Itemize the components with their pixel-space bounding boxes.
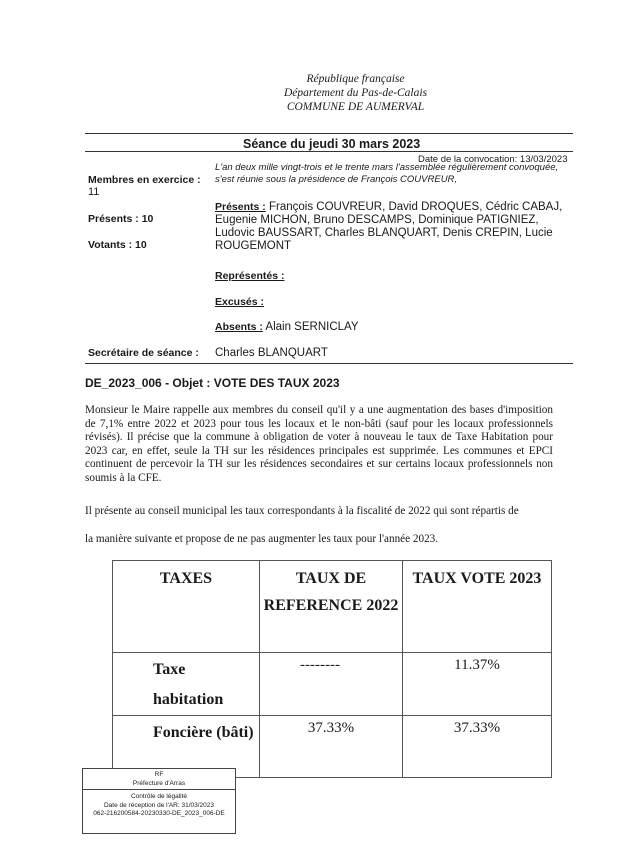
seance-intro: L'an deux mille vingt-trois et le trente mars l'assemblée régulièrement convoquée, s'est réunie sous la présidence de François COUVREUR, <box>215 162 559 185</box>
votants-count: Votants : 10 <box>88 239 147 251</box>
taxes-table-header-row <box>113 561 552 653</box>
attendance-rule <box>85 363 573 364</box>
absents-label: Absents : <box>215 321 263 333</box>
header-line-republique: République française <box>306 73 405 85</box>
membres-label: Membres en exercice : <box>88 174 201 186</box>
header-taux-vote: TAUX VOTE 2023 <box>403 561 552 653</box>
secretaire-name: Charles BLANQUART <box>215 347 328 359</box>
header-line-commune: COMMUNE DE AUMERVAL <box>286 101 425 113</box>
row-ref-value: -------- <box>260 653 403 716</box>
deliberation-paragraph-3: la manière suivante et propose de ne pas augmenter les taux pour l'année 2023. <box>85 533 439 545</box>
stamp-date-reception: Date de réception de l'AR: 31/03/2023 <box>103 801 214 809</box>
deliberation-title: DE_2023_006 - Objet : VOTE DES TAUX 2023 <box>85 376 340 390</box>
header-taux-reference: TAUX DE REFERENCE 2022 <box>260 561 403 653</box>
presents-block <box>215 201 565 253</box>
commune-header <box>0 72 631 114</box>
row-vote-value: 11.37% <box>403 653 552 716</box>
prefecture-stamp <box>82 768 236 834</box>
stamp-rf: RF <box>154 771 164 778</box>
deliberation-paragraph-1: Monsieur le Maire rappelle aux membres du conseil qu'il y a une augmentation des bases d'imposition de 7,1% entre 2022 et 2023 pour tous les locaux et le non-bâti (sauf pour les locaux professionnels révisés). Il précise que la commune à obligation de voter à nouveau le taux de Taxe Habitation pour 2023 car, en effet, seule la TH sur les résidences principales est supprimée. Les communes et EPCI continuent de percevoir la TH sur les résidences secondaires et sur certains locaux professionnels non soumis à la CFE. <box>85 404 553 484</box>
row-vote-value: 37.33% <box>403 716 552 778</box>
stamp-controle: Contrôle de légalité <box>130 793 187 800</box>
stamp-reference: 062-216200584-20230330-DE_2023_006-DE <box>93 810 225 817</box>
secretaire-label: Secrétaire de séance : <box>88 347 199 359</box>
table-row <box>113 653 552 716</box>
convocation-date: Date de la convocation: 13/03/2023 <box>418 154 568 165</box>
presents-count: Présents : 10 <box>88 213 154 225</box>
seance-rule <box>85 151 573 152</box>
deliberation-paragraph-2: Il présente au conseil municipal les taux correspondants à la fiscalité de 2022 qui sont répartis de <box>85 505 519 517</box>
row-tax-name: Foncière (bâti) <box>113 716 260 778</box>
presents-names: François COUVREUR, David DROQUES, Cédric CABAJ, Eugenie MICHON, Bruno DESCAMPS, Dominique PATIGNIEZ, Ludovic BAUSSART, Charles BLANQUART, Denis CREPIN, Lucie ROUGEMONT <box>215 201 563 252</box>
absents-block <box>215 321 359 333</box>
presents-label: Présents : <box>215 201 266 213</box>
representes-label: Représentés : <box>215 270 285 282</box>
header-rule <box>85 133 573 134</box>
header-line-departement: Département du Pas-de-Calais <box>283 87 428 99</box>
excuses-label: Excusés : <box>215 296 265 308</box>
absents-names: Alain SERNICLAY <box>265 321 359 333</box>
row-ref-value: 37.33% <box>260 716 403 778</box>
header-taxes: TAXES <box>113 561 260 653</box>
stamp-prefecture: Préfecture d'Arras <box>132 779 186 787</box>
stamp-details <box>83 789 235 819</box>
membres-value: 11 <box>88 186 100 198</box>
taxes-table <box>112 560 552 778</box>
seance-title: Séance du jeudi 30 mars 2023 <box>243 137 421 151</box>
row-tax-name: Taxe habitation <box>113 653 260 716</box>
